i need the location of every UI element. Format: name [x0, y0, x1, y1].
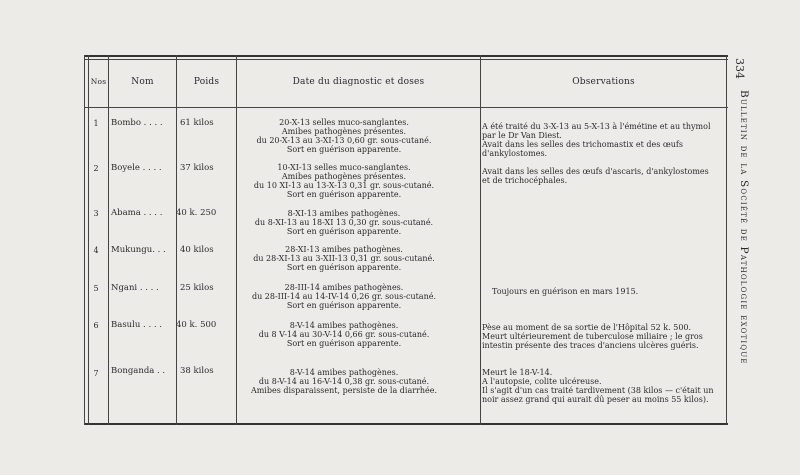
patient-weight: 40 k. 250 — [176, 208, 217, 218]
diagnosis-cell: 8-V-14 amibes pathogènes. du 8 V-14 au 30-V-14 0,66 gr. sous-cutané. Sort en guérison apparente. — [258, 321, 430, 348]
col-header-nom: Nom — [131, 77, 154, 87]
patient-name: Boyele . . . . — [111, 163, 162, 173]
row-number: 2 — [93, 164, 99, 173]
observations-cell: A été traité du 3-X-13 au 5-X-13 à l'émétine et au thymol par le Dr Van Diest. Avait dans les selles des trichomastix et des œufs d'ankylostomes. — [482, 122, 711, 158]
row-number: 5 — [93, 284, 99, 293]
running-title: Bulletin de la Société de Pathologie exotique — [738, 90, 750, 365]
patient-weight: 61 kilos — [180, 118, 214, 128]
observations-cell: Pèse au moment de sa sortie de l'Hôpital 52 k. 500. Meurt ultérieurement de tuberculose miliaire ; le gros intestin présente des traces d'anciens ulcères guéris. — [482, 323, 703, 350]
patient-weight: 40 kilos — [180, 245, 214, 255]
diagnosis-cell: 8-XI-13 amibes pathogènes. du 8-XI-13 au 18-XI 13 0,30 gr. sous-cutané. Sort en guérison apparente. — [254, 209, 434, 236]
col-header-date: Date du diagnostic et doses — [292, 77, 425, 87]
patient-name: Bombo . . . . — [111, 118, 163, 128]
observations-cell: Toujours en guérison en mars 1915. — [492, 287, 639, 296]
col-header-num: Nos — [90, 77, 107, 86]
observations-cell: Meurt le 18-V-14. A l'autopsie, colite ulcéreuse. Il s'agit d'un cas traité tardivement (38 kilos — c'était un noir assez grand qui aurait dû peser au moins 55 kilos). — [482, 368, 714, 404]
patient-name: Abama . . . . — [111, 208, 163, 218]
patient-weight: 40 k. 500 — [176, 320, 217, 330]
diagnosis-cell: 28-XI-13 amibes pathogènes. du 28-XI-13 au 3-XII-13 0,31 gr. sous-cutané. Sort en guérison apparente. — [253, 245, 435, 272]
observations-cell: Avait dans les selles des œufs d'ascaris, d'ankylostomes et de trichocéphales. — [482, 167, 709, 185]
row-number: 6 — [93, 321, 99, 330]
patient-weight: 37 kilos — [180, 163, 214, 173]
row-number: 3 — [93, 209, 99, 218]
patient-weight: 25 kilos — [180, 283, 214, 293]
row-number: 1 — [93, 119, 99, 128]
page-number: 334 — [733, 58, 746, 79]
patient-name: Bonganda . . — [111, 366, 166, 376]
row-number: 4 — [93, 246, 99, 255]
diagnosis-cell: 10-XI-13 selles muco-sanglantes. Amibes pathogènes présentes. du 10 XI-13 au 13-X-13 0,31 gr. sous-cutané. Sort en guérison apparente. — [253, 163, 435, 199]
col-header-poids: Poids — [193, 77, 220, 87]
diagnosis-cell: 28-III-14 amibes pathogènes. du 28-III-14 au 14-IV-14 0,26 gr. sous-cutané. Sort en guérison apparente. — [251, 283, 437, 310]
diagnosis-cell: 8-V-14 amibes pathogènes. du 8-V-14 au 16-V-14 0,38 gr. sous-cutané. Amibes disparaissent, persiste de la diarrhée. — [250, 368, 438, 395]
patient-name: Ngani . . . . — [111, 283, 159, 293]
col-header-observations: Observations — [572, 77, 635, 87]
patient-name: Basulu . . . . — [111, 320, 162, 330]
patient-name: Mukungu. . . — [111, 245, 166, 255]
row-number: 7 — [93, 369, 99, 378]
diagnosis-cell: 20-X-13 selles muco-sanglantes. Amibes pathogènes présentes. du 20-X-13 au 3-XI-13 0,60 gr. sous-cutané. Sort en guérison apparente. — [256, 118, 432, 154]
patient-weight: 38 kilos — [180, 366, 214, 376]
